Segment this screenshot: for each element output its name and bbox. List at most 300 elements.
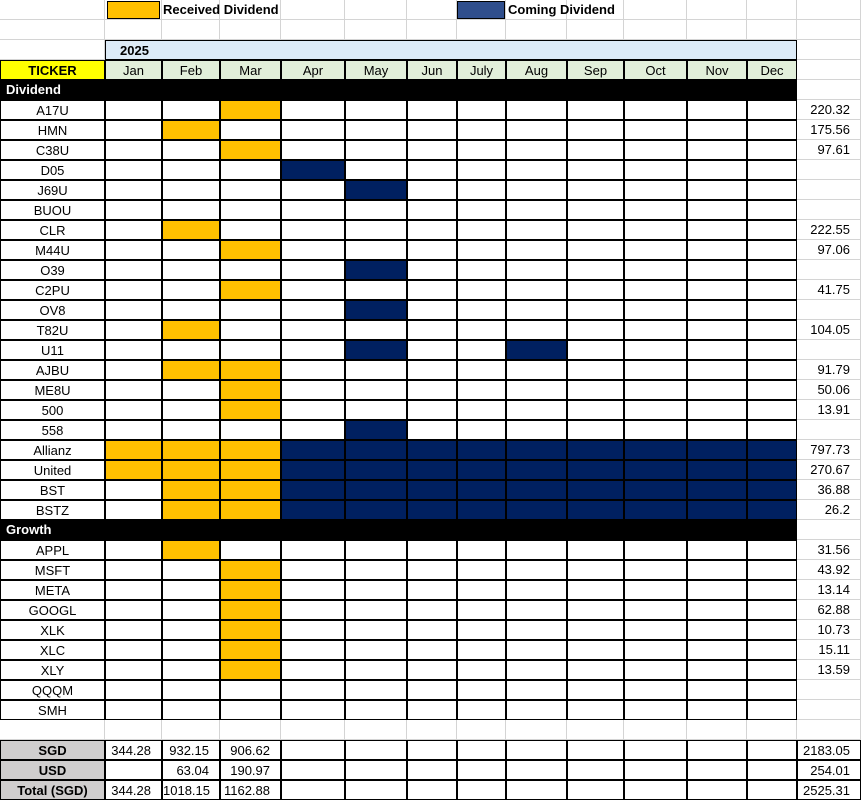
received-dividend-cell[interactable] <box>220 240 281 260</box>
month-cell[interactable] <box>281 140 345 160</box>
coming-dividend-cell[interactable] <box>457 500 506 520</box>
empty-cell[interactable] <box>281 720 345 740</box>
coming-dividend-cell[interactable] <box>281 160 345 180</box>
month-total-cell[interactable]: 1162.88 <box>220 780 281 800</box>
month-cell[interactable] <box>407 300 457 320</box>
coming-dividend-cell[interactable] <box>407 500 457 520</box>
month-cell[interactable] <box>624 180 687 200</box>
ticker-cell[interactable]: BUOU <box>0 200 105 220</box>
empty-cell[interactable] <box>567 720 624 740</box>
month-cell[interactable] <box>747 300 797 320</box>
month-cell[interactable] <box>624 300 687 320</box>
month-cell[interactable] <box>624 140 687 160</box>
coming-dividend-cell[interactable] <box>345 420 407 440</box>
month-cell[interactable] <box>345 560 407 580</box>
ticker-cell[interactable]: J69U <box>0 180 105 200</box>
month-cell[interactable] <box>407 420 457 440</box>
month-cell[interactable] <box>506 180 567 200</box>
month-cell[interactable] <box>345 240 407 260</box>
month-cell[interactable] <box>345 680 407 700</box>
month-cell[interactable] <box>162 400 220 420</box>
month-cell[interactable] <box>747 320 797 340</box>
month-cell[interactable] <box>747 120 797 140</box>
month-cell[interactable] <box>407 400 457 420</box>
month-cell[interactable] <box>407 580 457 600</box>
month-cell[interactable] <box>687 400 747 420</box>
month-cell[interactable] <box>567 360 624 380</box>
month-cell[interactable] <box>567 560 624 580</box>
received-dividend-cell[interactable] <box>220 440 281 460</box>
month-cell[interactable] <box>747 400 797 420</box>
empty-cell[interactable] <box>797 0 861 20</box>
empty-cell[interactable] <box>687 720 747 740</box>
month-cell[interactable] <box>105 380 162 400</box>
month-cell[interactable] <box>345 620 407 640</box>
row-total-cell[interactable]: 97.06 <box>797 240 861 260</box>
month-cell[interactable] <box>567 120 624 140</box>
empty-cell[interactable] <box>687 20 747 40</box>
month-cell[interactable] <box>105 560 162 580</box>
month-cell[interactable] <box>407 320 457 340</box>
empty-cell[interactable] <box>0 40 105 60</box>
month-cell[interactable] <box>457 660 506 680</box>
month-cell[interactable] <box>567 420 624 440</box>
received-dividend-cell[interactable] <box>220 580 281 600</box>
month-cell[interactable] <box>281 260 345 280</box>
month-cell[interactable] <box>567 620 624 640</box>
ticker-cell[interactable]: CLR <box>0 220 105 240</box>
received-dividend-cell[interactable] <box>162 220 220 240</box>
month-cell[interactable] <box>407 540 457 560</box>
month-cell[interactable] <box>687 360 747 380</box>
empty-cell[interactable] <box>0 20 105 40</box>
coming-dividend-cell[interactable] <box>747 500 797 520</box>
coming-dividend-cell[interactable] <box>687 440 747 460</box>
ticker-cell[interactable]: XLK <box>0 620 105 640</box>
month-total-cell[interactable] <box>567 760 624 780</box>
month-cell[interactable] <box>624 200 687 220</box>
month-cell[interactable] <box>457 700 506 720</box>
month-total-cell[interactable] <box>567 780 624 800</box>
month-cell[interactable] <box>624 400 687 420</box>
row-total-cell[interactable]: 222.55 <box>797 220 861 240</box>
month-cell[interactable] <box>162 100 220 120</box>
empty-cell[interactable] <box>345 20 407 40</box>
received-dividend-cell[interactable] <box>220 100 281 120</box>
month-cell[interactable] <box>345 320 407 340</box>
month-cell[interactable] <box>687 680 747 700</box>
month-cell[interactable] <box>407 120 457 140</box>
empty-cell[interactable] <box>457 20 506 40</box>
grand-total-cell[interactable]: 2525.31 <box>797 780 861 800</box>
month-cell[interactable] <box>687 540 747 560</box>
empty-cell[interactable] <box>797 720 861 740</box>
ticker-cell[interactable]: AJBU <box>0 360 105 380</box>
month-total-cell[interactable] <box>105 760 162 780</box>
ticker-cell[interactable]: APPL <box>0 540 105 560</box>
ticker-cell[interactable]: U11 <box>0 340 105 360</box>
month-cell[interactable] <box>457 580 506 600</box>
month-cell[interactable] <box>747 700 797 720</box>
empty-cell[interactable] <box>687 0 747 20</box>
month-total-cell[interactable] <box>624 740 687 760</box>
month-cell[interactable] <box>624 580 687 600</box>
month-cell[interactable] <box>281 420 345 440</box>
month-cell[interactable] <box>220 160 281 180</box>
month-cell[interactable] <box>747 260 797 280</box>
month-cell[interactable] <box>281 200 345 220</box>
received-dividend-cell[interactable] <box>162 360 220 380</box>
month-cell[interactable] <box>220 200 281 220</box>
month-cell[interactable] <box>457 600 506 620</box>
month-cell[interactable] <box>105 260 162 280</box>
ticker-cell[interactable]: XLC <box>0 640 105 660</box>
coming-dividend-cell[interactable] <box>687 460 747 480</box>
coming-dividend-cell[interactable] <box>345 300 407 320</box>
month-cell[interactable] <box>281 340 345 360</box>
month-cell[interactable] <box>162 200 220 220</box>
month-cell[interactable] <box>105 580 162 600</box>
received-dividend-cell[interactable] <box>162 540 220 560</box>
month-cell[interactable] <box>457 680 506 700</box>
empty-cell[interactable] <box>797 20 861 40</box>
month-cell[interactable] <box>345 120 407 140</box>
month-cell[interactable] <box>624 560 687 580</box>
month-cell[interactable] <box>747 600 797 620</box>
month-cell[interactable] <box>624 240 687 260</box>
empty-cell[interactable] <box>747 0 797 20</box>
month-cell[interactable] <box>105 100 162 120</box>
month-cell[interactable] <box>567 240 624 260</box>
month-cell[interactable] <box>506 220 567 240</box>
month-total-cell[interactable] <box>457 740 506 760</box>
month-total-cell[interactable] <box>407 780 457 800</box>
month-cell[interactable] <box>624 360 687 380</box>
ticker-cell[interactable]: M44U <box>0 240 105 260</box>
month-total-cell[interactable] <box>506 780 567 800</box>
row-total-cell[interactable]: 175.56 <box>797 120 861 140</box>
month-cell[interactable] <box>220 300 281 320</box>
coming-dividend-cell[interactable] <box>345 340 407 360</box>
month-cell[interactable] <box>687 320 747 340</box>
month-cell[interactable] <box>162 560 220 580</box>
month-cell[interactable] <box>506 240 567 260</box>
received-dividend-cell[interactable] <box>162 320 220 340</box>
coming-dividend-cell[interactable] <box>457 480 506 500</box>
empty-cell[interactable] <box>281 20 345 40</box>
month-cell[interactable] <box>345 660 407 680</box>
received-dividend-cell[interactable] <box>220 500 281 520</box>
empty-cell[interactable] <box>797 520 861 540</box>
month-cell[interactable] <box>162 640 220 660</box>
month-cell[interactable] <box>281 620 345 640</box>
month-cell[interactable] <box>220 540 281 560</box>
row-total-cell[interactable]: 220.32 <box>797 100 861 120</box>
received-dividend-cell[interactable] <box>162 460 220 480</box>
month-cell[interactable] <box>687 420 747 440</box>
month-cell[interactable] <box>687 380 747 400</box>
empty-cell[interactable] <box>407 0 457 20</box>
month-cell[interactable] <box>220 120 281 140</box>
ticker-cell[interactable]: D05 <box>0 160 105 180</box>
received-dividend-cell[interactable] <box>220 280 281 300</box>
month-cell[interactable] <box>407 100 457 120</box>
month-cell[interactable] <box>687 180 747 200</box>
month-total-cell[interactable] <box>407 760 457 780</box>
row-total-cell[interactable]: 97.61 <box>797 140 861 160</box>
month-cell[interactable] <box>687 220 747 240</box>
grand-total-cell[interactable]: 2183.05 <box>797 740 861 760</box>
month-cell[interactable] <box>624 380 687 400</box>
month-cell[interactable] <box>506 260 567 280</box>
month-total-cell[interactable] <box>567 740 624 760</box>
month-cell[interactable] <box>747 340 797 360</box>
ticker-cell[interactable]: GOOGL <box>0 600 105 620</box>
received-dividend-cell[interactable] <box>220 480 281 500</box>
received-dividend-cell[interactable] <box>220 140 281 160</box>
month-cell[interactable] <box>162 140 220 160</box>
month-cell[interactable] <box>162 340 220 360</box>
coming-dividend-cell[interactable] <box>506 440 567 460</box>
empty-cell[interactable] <box>797 60 861 80</box>
month-cell[interactable] <box>345 400 407 420</box>
month-cell[interactable] <box>687 100 747 120</box>
month-cell[interactable] <box>407 620 457 640</box>
month-cell[interactable] <box>105 700 162 720</box>
month-cell[interactable] <box>567 260 624 280</box>
received-dividend-cell[interactable] <box>220 400 281 420</box>
month-cell[interactable] <box>407 600 457 620</box>
month-cell[interactable] <box>162 380 220 400</box>
month-cell[interactable] <box>281 640 345 660</box>
month-cell[interactable] <box>687 600 747 620</box>
month-cell[interactable] <box>457 200 506 220</box>
month-cell[interactable] <box>281 220 345 240</box>
month-cell[interactable] <box>624 600 687 620</box>
month-cell[interactable] <box>567 200 624 220</box>
ticker-cell[interactable]: MSFT <box>0 560 105 580</box>
month-total-cell[interactable]: 63.04 <box>162 760 220 780</box>
month-cell[interactable] <box>281 120 345 140</box>
row-total-cell[interactable]: 31.56 <box>797 540 861 560</box>
month-cell[interactable] <box>567 660 624 680</box>
month-cell[interactable] <box>105 540 162 560</box>
month-cell[interactable] <box>624 160 687 180</box>
received-dividend-cell[interactable] <box>220 560 281 580</box>
month-cell[interactable] <box>687 120 747 140</box>
coming-dividend-cell[interactable] <box>457 440 506 460</box>
coming-dividend-cell[interactable] <box>506 460 567 480</box>
empty-cell[interactable] <box>105 720 162 740</box>
month-cell[interactable] <box>747 680 797 700</box>
month-cell[interactable] <box>457 120 506 140</box>
month-cell[interactable] <box>105 400 162 420</box>
month-cell[interactable] <box>457 400 506 420</box>
coming-dividend-cell[interactable] <box>345 480 407 500</box>
received-dividend-cell[interactable] <box>105 440 162 460</box>
month-cell[interactable] <box>105 280 162 300</box>
month-cell[interactable] <box>506 540 567 560</box>
month-cell[interactable] <box>162 700 220 720</box>
month-cell[interactable] <box>567 380 624 400</box>
ticker-cell[interactable]: OV8 <box>0 300 105 320</box>
received-dividend-cell[interactable] <box>162 120 220 140</box>
month-cell[interactable] <box>624 320 687 340</box>
empty-cell[interactable] <box>624 20 687 40</box>
month-cell[interactable] <box>345 360 407 380</box>
month-cell[interactable] <box>220 680 281 700</box>
month-total-cell[interactable] <box>281 760 345 780</box>
month-total-cell[interactable] <box>747 760 797 780</box>
month-cell[interactable] <box>407 660 457 680</box>
month-cell[interactable] <box>105 240 162 260</box>
row-total-cell[interactable]: 13.91 <box>797 400 861 420</box>
month-cell[interactable] <box>407 380 457 400</box>
empty-cell[interactable] <box>345 0 407 20</box>
month-cell[interactable] <box>567 220 624 240</box>
month-cell[interactable] <box>747 360 797 380</box>
month-cell[interactable] <box>407 680 457 700</box>
month-cell[interactable] <box>345 600 407 620</box>
month-cell[interactable] <box>747 380 797 400</box>
received-dividend-cell[interactable] <box>220 600 281 620</box>
received-dividend-cell[interactable] <box>220 620 281 640</box>
month-cell[interactable] <box>162 280 220 300</box>
month-cell[interactable] <box>457 640 506 660</box>
row-total-cell[interactable]: 10.73 <box>797 620 861 640</box>
month-total-cell[interactable] <box>457 780 506 800</box>
row-total-cell[interactable]: 41.75 <box>797 280 861 300</box>
ticker-cell[interactable]: QQQM <box>0 680 105 700</box>
month-cell[interactable] <box>345 280 407 300</box>
month-total-cell[interactable] <box>687 760 747 780</box>
empty-cell[interactable] <box>624 720 687 740</box>
row-total-cell[interactable]: 91.79 <box>797 360 861 380</box>
month-cell[interactable] <box>624 700 687 720</box>
coming-dividend-cell[interactable] <box>345 500 407 520</box>
received-dividend-cell[interactable] <box>220 460 281 480</box>
month-cell[interactable] <box>747 580 797 600</box>
month-cell[interactable] <box>624 420 687 440</box>
coming-dividend-cell[interactable] <box>747 480 797 500</box>
month-cell[interactable] <box>407 700 457 720</box>
coming-dividend-cell[interactable] <box>345 260 407 280</box>
empty-cell[interactable] <box>345 720 407 740</box>
empty-cell[interactable] <box>220 720 281 740</box>
empty-cell[interactable] <box>407 720 457 740</box>
month-cell[interactable] <box>747 640 797 660</box>
coming-dividend-cell[interactable] <box>567 500 624 520</box>
month-cell[interactable] <box>407 260 457 280</box>
month-total-cell[interactable] <box>345 780 407 800</box>
row-total-cell[interactable]: 797.73 <box>797 440 861 460</box>
month-cell[interactable] <box>506 620 567 640</box>
ticker-cell[interactable]: C38U <box>0 140 105 160</box>
month-cell[interactable] <box>407 180 457 200</box>
month-cell[interactable] <box>506 560 567 580</box>
month-cell[interactable] <box>457 220 506 240</box>
empty-cell[interactable] <box>220 20 281 40</box>
month-cell[interactable] <box>567 320 624 340</box>
month-total-cell[interactable]: 344.28 <box>105 780 162 800</box>
month-cell[interactable] <box>407 220 457 240</box>
row-total-cell[interactable]: 13.14 <box>797 580 861 600</box>
month-cell[interactable] <box>687 280 747 300</box>
month-cell[interactable] <box>457 260 506 280</box>
month-cell[interactable] <box>457 300 506 320</box>
month-cell[interactable] <box>105 620 162 640</box>
month-cell[interactable] <box>506 700 567 720</box>
month-cell[interactable] <box>457 160 506 180</box>
empty-cell[interactable] <box>162 20 220 40</box>
month-cell[interactable] <box>506 640 567 660</box>
month-cell[interactable] <box>457 540 506 560</box>
month-cell[interactable] <box>457 180 506 200</box>
month-total-cell[interactable] <box>687 740 747 760</box>
row-total-cell[interactable]: 104.05 <box>797 320 861 340</box>
coming-dividend-cell[interactable] <box>407 440 457 460</box>
month-cell[interactable] <box>567 540 624 560</box>
coming-dividend-cell[interactable] <box>624 440 687 460</box>
month-cell[interactable] <box>567 140 624 160</box>
coming-dividend-cell[interactable] <box>624 460 687 480</box>
month-cell[interactable] <box>506 100 567 120</box>
row-total-cell[interactable]: 43.92 <box>797 560 861 580</box>
coming-dividend-cell[interactable] <box>687 480 747 500</box>
month-cell[interactable] <box>687 640 747 660</box>
month-cell[interactable] <box>105 340 162 360</box>
month-cell[interactable] <box>747 620 797 640</box>
row-total-cell[interactable] <box>797 180 861 200</box>
month-cell[interactable] <box>345 700 407 720</box>
month-total-cell[interactable]: 344.28 <box>105 740 162 760</box>
month-cell[interactable] <box>687 160 747 180</box>
received-dividend-cell[interactable] <box>162 500 220 520</box>
month-cell[interactable] <box>567 580 624 600</box>
month-cell[interactable] <box>407 640 457 660</box>
month-cell[interactable] <box>687 260 747 280</box>
month-total-cell[interactable] <box>624 760 687 780</box>
month-cell[interactable] <box>105 220 162 240</box>
coming-dividend-cell[interactable] <box>281 500 345 520</box>
month-cell[interactable] <box>624 340 687 360</box>
month-cell[interactable] <box>105 600 162 620</box>
month-cell[interactable] <box>457 140 506 160</box>
coming-dividend-cell[interactable] <box>567 440 624 460</box>
month-cell[interactable] <box>162 660 220 680</box>
coming-dividend-cell[interactable] <box>687 500 747 520</box>
month-cell[interactable] <box>506 680 567 700</box>
received-dividend-cell[interactable] <box>162 480 220 500</box>
month-cell[interactable] <box>506 160 567 180</box>
month-cell[interactable] <box>624 620 687 640</box>
row-total-cell[interactable]: 15.11 <box>797 640 861 660</box>
month-cell[interactable] <box>567 280 624 300</box>
received-dividend-cell[interactable] <box>220 360 281 380</box>
month-total-cell[interactable] <box>747 740 797 760</box>
ticker-cell[interactable]: T82U <box>0 320 105 340</box>
row-total-cell[interactable]: 62.88 <box>797 600 861 620</box>
ticker-cell[interactable]: C2PU <box>0 280 105 300</box>
month-cell[interactable] <box>457 340 506 360</box>
month-cell[interactable] <box>105 160 162 180</box>
month-cell[interactable] <box>624 640 687 660</box>
ticker-cell[interactable]: 558 <box>0 420 105 440</box>
coming-dividend-cell[interactable] <box>345 180 407 200</box>
month-cell[interactable] <box>162 580 220 600</box>
ticker-cell[interactable]: 500 <box>0 400 105 420</box>
month-cell[interactable] <box>345 200 407 220</box>
